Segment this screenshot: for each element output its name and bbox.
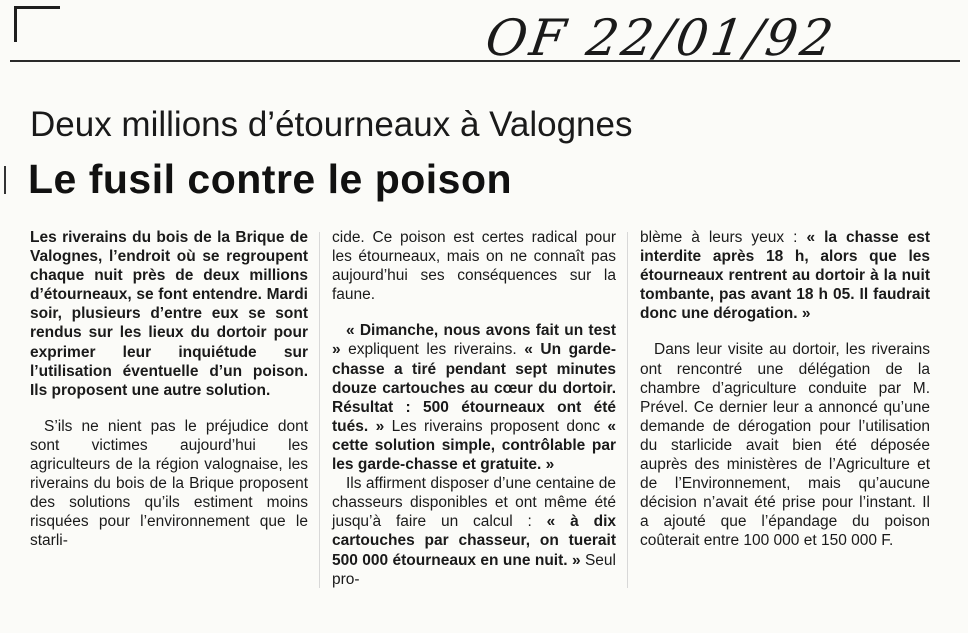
corner-mark [14, 6, 17, 42]
text-run: blème à leurs yeux : [640, 229, 807, 246]
quote: « cette solution simple, contrôlable par les garde-chasse et gratuite. » [332, 417, 616, 474]
text-run: expliquent les riverains. [340, 341, 525, 359]
body-paragraph [332, 474, 616, 589]
text-run: Les riverains proposent donc [384, 417, 608, 435]
text-run: Ils affirment disposer d’une centaine de chasseurs disponibles et ont même été jusqu’à faire un calcul : [332, 475, 616, 531]
margin-mark [4, 166, 6, 194]
article-column-2 [332, 228, 616, 589]
article-kicker: Deux millions d’étourneaux à Valognes [30, 105, 633, 144]
body-paragraph: cide. Ce poison est certes radical pour les étourneaux, mais on ne connaît pas aujourd’hui ses conséquences sur la faune. [332, 229, 616, 304]
quote: « à dix cartouches par chasseur, on tuerait 500 000 étourneaux en une nuit. » [332, 513, 616, 569]
body-paragraph: Dans leur visite au dortoir, les riverains ont rencontré une délégation de la chambre d’agriculture conduite par M. Prével. Ce dernier leur a annoncé qu’une demande de dérogation pour l’utilisation du starlicide avait bien été déposée auprès des ministères de l’Agriculture et de l’Environnement, mais qu’aucune décision n’avait été prise pour l’instant. Il a ajouté que l’épandage du poison coûterait entre 100 000 et 150 000 F. [640, 341, 930, 550]
corner-mark-horizontal [14, 6, 60, 9]
quote: « Un garde-chasse a tiré pendant sept minutes douze cartouches au cœur du dortoir. Résultat : 500 étourneaux ont été tués. » [332, 341, 616, 435]
handwritten-note: OF 22/01/92 [482, 9, 840, 67]
article-column-3 [640, 228, 930, 551]
article-column-1 [30, 228, 308, 551]
column-divider [319, 232, 320, 588]
article-headline: Le fusil contre le poison [28, 156, 513, 202]
body-paragraph [640, 228, 930, 323]
body-paragraph [332, 321, 616, 474]
quote: « Dimanche, nous avons fait un test » [332, 322, 616, 359]
lead-paragraph: Les riverains du bois de la Brique de Valognes, l’endroit où se regroupent chaque nuit près de deux millions d’étourneaux, se font entendre. Mardi soir, plusieurs d’entre eux se sont rendus sur les lieux du dortoir pour exprimer leur inquiétude sur l’utilisation éventuelle d’un poison. Ils proposent une autre solution. [30, 229, 308, 399]
quote: « la chasse est interdite après 18 h, alors que les étourneaux rentrent au dortoir à la nuit tombante, pas avant 18 h 05. Il faudrait donc une dérogation. » [640, 229, 930, 323]
column-divider [627, 232, 628, 588]
text-run: Seul pro- [332, 551, 616, 588]
body-paragraph: S’ils ne nient pas le préjudice dont sont victimes aujourd’hui les agriculteurs de la région valognaise, les riverains du bois de la Brique proposent des solutions qu’ils estiment moins risquées pour l’environnement que le starli- [30, 417, 308, 550]
